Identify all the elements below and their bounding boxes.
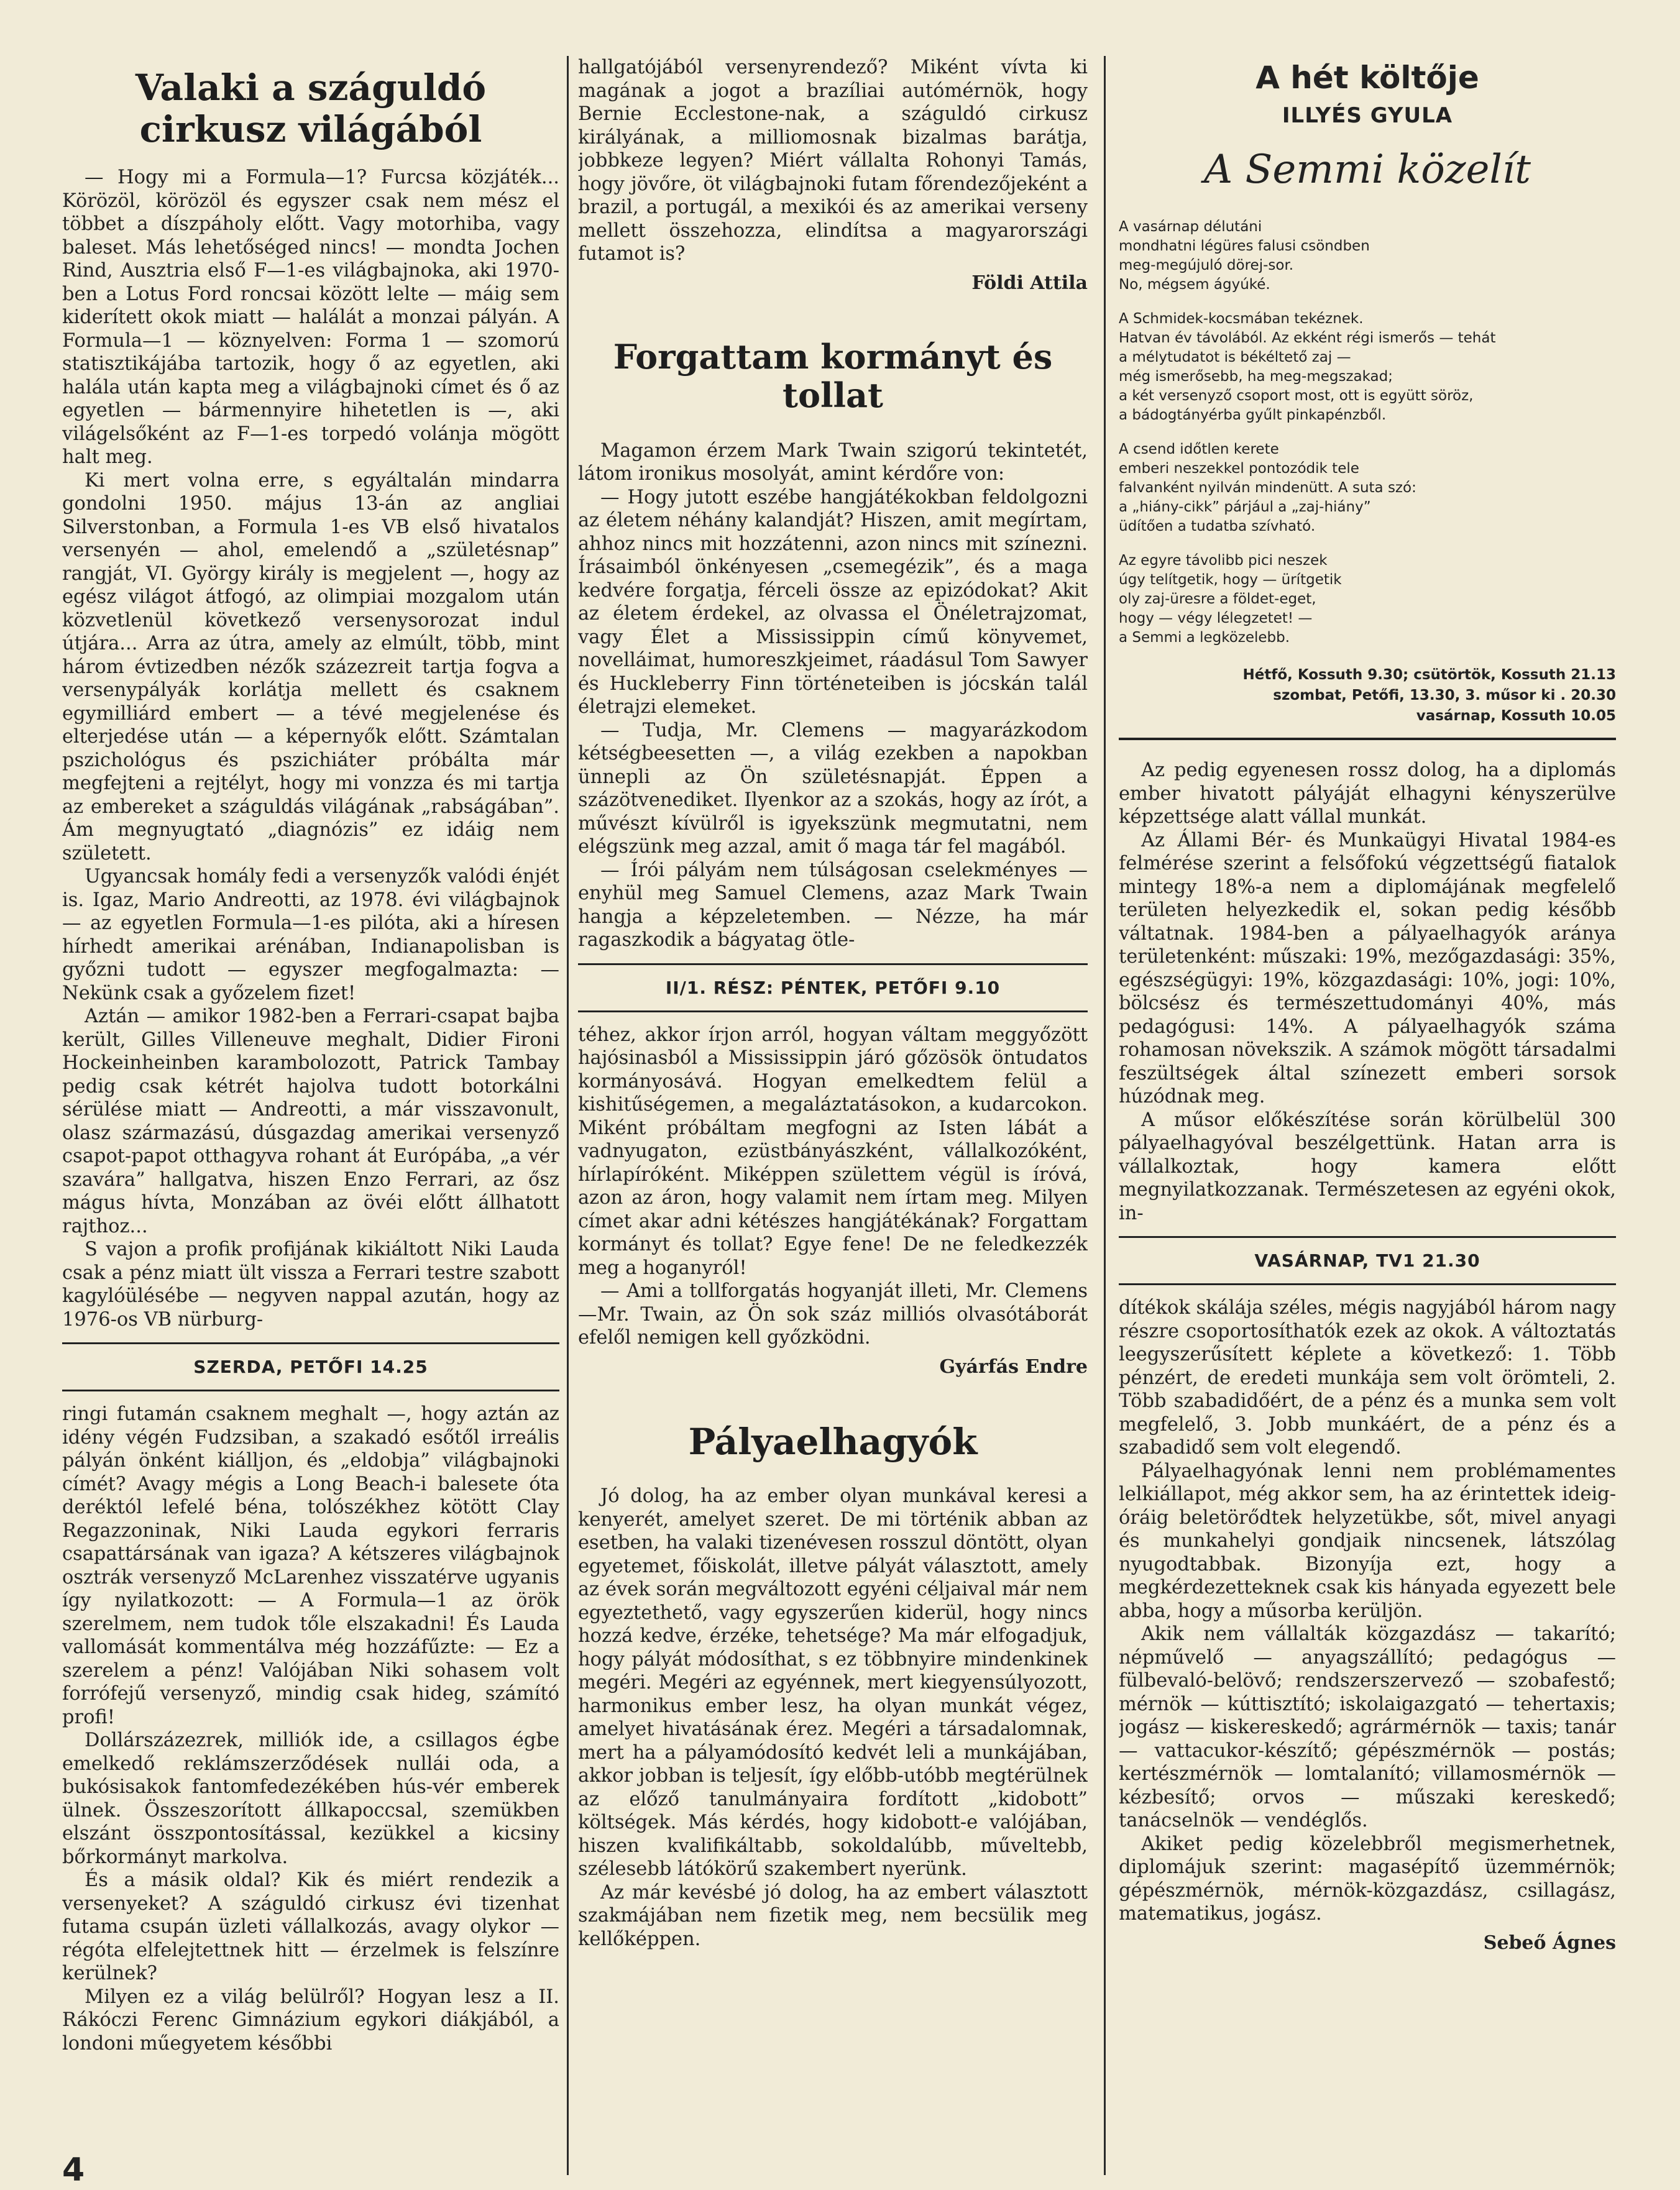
- paragraph: Ki mert volna erre, s egyáltalán mindarra gondolni 1950. május 13-án az angliai Silverstonban, a Formula 1-es VB első hivatalos versenyén — ahol, emelendő a „születésnap” rangját, VI. György király is megjelent —, hogy az egész világot átfogó, az olimpiai mozgalom után közvetlenül következő versenysorozat indul útjára... Arra az útra, amely az elmúlt, több, mint három évtizedben nézők százezreit tartja fogva a versenypályák korlátja mellett és csaknem egymilliárd embert — a tévé megjelenése és elterjedése után — a képernyők előtt. Számtalan pszichológus és pszichiáter próbálta már megfejteni a rejtélyt, hogy mi vonzza és mi tartja az embereket a száguldás világának „rabságában”. Ám megnyugtató „diagnózis” ez idáig nem született.: [62, 469, 559, 864]
- paragraph: Jó dolog, ha az ember olyan munkával keresi a kenyerét, amelyet szeret. De mi történik abban az esetben, ha valaki tizenévesen rosszul döntött, olyan egyetemet, főiskolát, illetve pályát választott, amely az évek során megváltozott egyéni céljaival már nem egyeztethető, vagy egyszerűen kiderül, hogy nincs hozzá kedve, érzéke, tehetsége? Ma már elfogadjuk, hogy pályát módosíthat, s ez többnyire mindenkinek megéri. Megéri az egyénnek, mert kiegyensúlyozott, harmonikus ember lesz, ha olyan munkát végez, amelyet hivatásának érez. Megéri a társadalomnak, mert ha a pályamódosító kedvét leli a munkájában, akkor jobban is teljesít, így előbb-utóbb megtérülnek az előző tanulmányaira fordított „kidobott” költségek. Más kérdés, hogy kidobott-e valójában, hiszen kvalifikáltabb, sokoldalúbb, műveltebb, szélesebb látókörű szakembert nyerünk.: [578, 1485, 1088, 1881]
- paragraph: Az már kevésbé jó dolog, ha az embert választott szakmájában nem fizetik meg, nem becsülik meg kellőképpen.: [578, 1881, 1088, 1950]
- paragraph: téhez, akkor írjon arról, hogyan váltam meggyőzött hajósinasból a Mississippin járó gőzösök öntudatos kormányosává. Hogyan emelkedtem felül a kishitűségemen, a megaláztatásokon, a kudarcokon. Miként próbáltam megfogni az Isten lábát a vadnyugaton, ezüstbányászként, vállalkozóként, hírlapíróként. Miképpen születtem végül is íróvá, azon az áron, hogy valamit nem írtam meg. Milyen címet akar adni kétészes hangjátékának? Forgattam kormányt és tollat? Egye fene! De ne feledkezzék meg a hoganyról!: [578, 1024, 1088, 1279]
- poem-stanza: A csend időtlen kerete emberi neszekkel pontozódik tele falvanként nyilván mindenütt. A suta szó: a „hiány-cikk” párjául a „zaj-hiány” üdítően a tudatba szívható.: [1119, 441, 1416, 534]
- paragraph: Az pedig egyenesen rossz dolog, ha a diplomás ember hivatott pályáját elhagyni kényszerülve képzettsége alatt vállal munkát.: [1119, 759, 1616, 828]
- paragraph: Pályaelhagyónak lenni nem problémamentes lelkiállapot, még akkor sem, ha az érintettek ideig-óráig beletörődtek helyzetükbe, sőt, mivel anyagi és munkahelyi gondjaik nincsenek, látszólag nyugodtabbak. Bizonyíja ezt, hogy a megkérdezetteknek csak kis hányada egyezett bele abba, hogy a műsorba kerüljön.: [1119, 1460, 1616, 1622]
- paragraph: Akiket pedig közelebbről megismerhetnek, diplomájuk szerint: magasépítő üzemmérnök; gépészmérnök, mérnök-közgazdász, csillagász, matematikus, jogász.: [1119, 1833, 1616, 1925]
- author-signature: Földi Attila: [971, 272, 1088, 294]
- paragraph: — Hogy jutott eszébe hangjátékokban feldolgozni az életem néhány kalandját? Hiszen, amit megírtam, ahhoz nincs mit hozzátenni, azon nincs mit színezni. Írásaimból önkényesen „csemegézik”, és a maga kedvére forgatja, férceli össze az epizódokat? Akit az életem érdekel, az olvassa el Önéletrajzomat, vagy Élet a Mississippin című könyvemet, novelláimat, humoreszkjeimet, ráadásul Tom Sawyer és Huckleberry Finn történeteiben is jócskán talál életrajzi elemeket.: [578, 486, 1088, 718]
- broadcast-time: SZERDA, PETŐFI 14.25: [62, 1342, 559, 1391]
- broadcast-schedule: Hétfő, Kossuth 9.30; csütörtök, Kossuth 21.13 szombat, Petőfi, 13.30, 3. műsor ki . 20.30 vasárnap, Kossuth 10.05: [1242, 667, 1616, 724]
- poet-of-week-box: [1119, 60, 1616, 740]
- paragraph: hallgatójából versenyrendező? Miként vívta ki magának a jogot a brazíliai autómérnök, hogy Bernie Ecclestone-nak, a száguldó cirkusz királyának, a milliomosnak bizalmas barátja, jobbkeze legyen? Miért vállalta Rohonyi Tamás, hogy jövőre, öt világbajnoki futam főrendezőjeként a brazil, a portugál, a mexikói és az amerikai verseny mellett összehozza, elindítsa a magyarországi futamot is?: [578, 57, 1088, 265]
- poet-box-heading: A hét költője: [1255, 60, 1479, 96]
- paragraph: — Írói pályám nem túlságosan cselekményes — enyhül meg Samuel Clemens, azaz Mark Twain hangja a képzeletemben. — Nézze, ha már ragaszkodik a bágyatag ötle-: [578, 859, 1088, 951]
- article-headline-palyaelhagyok: Pályaelhagyók: [688, 1420, 978, 1463]
- paragraph: Magamon érzem Mark Twain szigorú tekintetét, látom ironikus mosolyát, amint kérdőre von:: [578, 439, 1088, 485]
- poem-stanza: A vasárnap délutáni mondhatni légüres falusi csöndben meg-megújuló dörej-sor. No, mégsem ágyúké.: [1119, 219, 1370, 293]
- poem-title: A Semmi közelít: [1203, 147, 1531, 193]
- paragraph: — Ami a tollforgatás hogyanját illeti, Mr. Clemens—Mr. Twain, az Ön sok száz milliós olvasótáborát efelől nemigen kell győzködni.: [578, 1280, 1088, 1349]
- paragraph: — Tudja, Mr. Clemens — magyarázkodom kétségbeesetten —, a világ ezekben a napokban ünnepli az Ön születésnapját. Éppen a százötvenediket. Ilyenkor az a szokás, hogy az írót, a művészt kívülről is igyekszünk megmutatni, nem elégszünk meg azzal, amit ő maga tár fel magából.: [578, 719, 1088, 858]
- broadcast-time: II/1. RÉSZ: PÉNTEK, PETŐFI 9.10: [578, 963, 1088, 1012]
- page-number: 4: [62, 2151, 85, 2189]
- column-rule-1: [567, 56, 569, 2175]
- paragraph: Aztán — amikor 1982-ben a Ferrari-csapat bajba került, Gilles Villeneuve meghalt, Didier Fironi Hockeinheinben karambolozott, Patrick Tambay pedig csak kétrét hajolva tudott botorkálni sérülése miatt — Andreotti, a már visszavonult, olasz származású, dúsgazdag amerikai versenyző csapot-papot otthagyva rohant át Európába, „a vér szavára” hallgatva, hiszen Enzo Ferrari, az ősz mágus hívta, Monzában az övéi előtt állhatott rajthoz...: [62, 1006, 559, 1237]
- paragraph: Milyen ez a világ belülről? Hogyan lesz a II. Rákóczi Ferenc Gimnázium egykori diákjából, a londoni műegyetem későbbi: [62, 1986, 559, 2055]
- author-signature: Sebeő Ágnes: [1483, 1931, 1616, 1954]
- poem-stanza: Az egyre távolibb pici neszek úgy telítgetik, hogy — ürítgetik oly zaj-üresre a földet-eget, hogy — végy lélegzetet! — a Semmi a legközelebb.: [1119, 552, 1342, 646]
- article-headline-twain: Forgattam kormányt és tollat: [613, 336, 1053, 415]
- poet-name: ILLYÉS GYULA: [1282, 103, 1453, 128]
- paragraph: dítékok skálája széles, mégis nagyjából három nagy részre csoportosíthatók ezek az okok. A változtatás leegyszerűsített képlete a következő: 1. Több pénzért, de eredeti munkája sem volt örömteli, 2. Több szabadidőért, de a pénz és a munka sem volt megfelelő, 3. Jobb munkáért, de a pénz és a szabadidő sem volt elegendő.: [1119, 1297, 1616, 1459]
- poem-stanza: A Schmidek-kocsmában tekéznek. Hatvan év távolából. Az ekként régi ismerős — tehát a mélytudatot is békéltető zaj — még ismerősebb, ha meg-megszakad; a két versenyző csoport most, ott is együtt söröz, a bádogtányérba gyűlt pinkapénzből.: [1119, 311, 1496, 423]
- paragraph: Az Állami Bér- és Munkaügyi Hivatal 1984-es felmérése szerint a felsőfokú végzettségű fiatalok mintegy 18%-a nem a diplomájának megfelelő területen helyezkedik el, sokan pedig később váltatnak. 1984-ben a pályaelhagyók aránya területenként: műszaki: 19%, mezőgazdasági: 35%, egészségügyi: 19%, közgazdasági: 10%, jogi: 10%, bölcsész és természettudományi 40%, más pedagógusi: 14%. A pályaelhagyók száma rohamosan növekszik. A számok mögött társadalmi feszültségek által színezett emberi sorsok húzódnak meg.: [1119, 829, 1616, 1107]
- paragraph: A műsor előkészítése során körülbelül 300 pályaelhagyóval beszélgettünk. Hatan arra is vállalkoztak, hogy kamera előtt megnyilatkozzanak. Természetesen az egyéni okok, in-: [1119, 1109, 1616, 1224]
- paragraph: Ugyancsak homály fedi a versenyzők valódi énjét is. Igaz, Mario Andreotti, az 1978. évi világbajnok — az egyetlen Formula—1-es pilóta, aki a híresen hírhedt amerikai arénában, Indianapolisban is győzni tudott — egyszer megfogalmazta: — Nekünk csak a győzelem fizet!: [62, 866, 559, 1004]
- article-headline-formula1: Valaki a száguldó cirkusz világából: [135, 66, 487, 150]
- broadcast-time: VASÁRNAP, TV1 21.30: [1119, 1236, 1616, 1285]
- column-formula1: [62, 56, 559, 2188]
- paragraph: És a másik oldal? Kik és miért rendezik a versenyeket? A száguldó cirkusz évi tizenhat futama csupán üzleti vállalkozás, avagy olykor — régóta elfelejtettnek hitt — érzelmek is felszínre kerülnek?: [62, 1869, 559, 1985]
- author-signature: Gyárfás Endre: [939, 1355, 1088, 1378]
- paragraph: — Hogy mi a Formula—1? Furcsa közjáték... Körözöl, körözöl és egyszer csak nem mész el többet a díszpáholy előtt. Vagy motorhiba, vagy baleset. Más lehetőséged nincs! — mondta Jochen Rind, Ausztria első F—1-es világbajnoka, aki 1970-ben a Lotus Ford roncsai között lelte — máig sem kiderített okok miatt — halálát a monzai pályán. A Formula—1 — köznyelven: Forma 1 — szomorú statisztikájába tartozik, hogy ő az egyetlen, aki halála után kapta meg a világbajnoki címet és ő az egyetlen — bármennyire hihetetlen is —, aki világelsőként az F—1-es torpedó volánja mögött halt meg.: [62, 167, 559, 469]
- column-right: [1119, 56, 1616, 2188]
- column-middle: [578, 56, 1088, 2188]
- paragraph: Akik nem vállalták közgazdász — takarító; népművelő — anyagszállító; pedagógus — fülbevaló-belövő; rendszerszervező — szobafestő; mérnök — kúttisztító; iskolaigazgató — tehertaxis; jogász — kiskereskedő; agrármérnök — taxis; tanár — vattacukor-készítő; gépészmérnök — postás; kertészmérnök — lomtalanító; villamosmérnök — kézbesítő; orvos — műszaki kereskedő; tanácselnök — vendéglős.: [1119, 1623, 1616, 1831]
- column-rule-2: [1104, 56, 1106, 2175]
- paragraph: Dollárszázezrek, milliók ide, a csillagos égbe emelkedő reklámszerződések nullái oda, a bukósisakok fantomfedezékében hús-vér emberek ülnek. Összeszorított állkapoccsal, szemükben elszánt összpontosítással, kezükkel a kicsiny bőrkormányt markolva.: [62, 1730, 559, 1868]
- paragraph: ringi futamán csaknem meghalt —, hogy aztán az idény végén Fudzsiban, a szakadó esőtől irreális pályán önként kiálljon, és „eldobja” világbajnoki címét? Avagy mégis a Long Beach-i balesete óta deréktól lefelé béna, tolószékhez kötött Clay Regazzoninak, Niki Lauda egykori ferraris csapattársának van igaza? A kétszeres világbajnok osztrák versenyző McLarenhez visszatérve ugyanis így nyilatkozott: — A Formula—1 az örök szerelmem, nem tudok tőle elszakadni! És Lauda vallomását kommentálva még hozzáfűzte: — Ez a szerelem a pénz! Valójában Niki sohasem volt forrófejű versenyző, mindig csak hideg, számító profi!: [62, 1403, 559, 1728]
- paragraph: S vajon a profik profijának kikiáltott Niki Lauda csak a pénz miatt ült vissza a Ferrari testre szabott kagylóülésébe — negyven nappal azután, hogy az 1976-os VB nürburg-: [62, 1239, 559, 1331]
